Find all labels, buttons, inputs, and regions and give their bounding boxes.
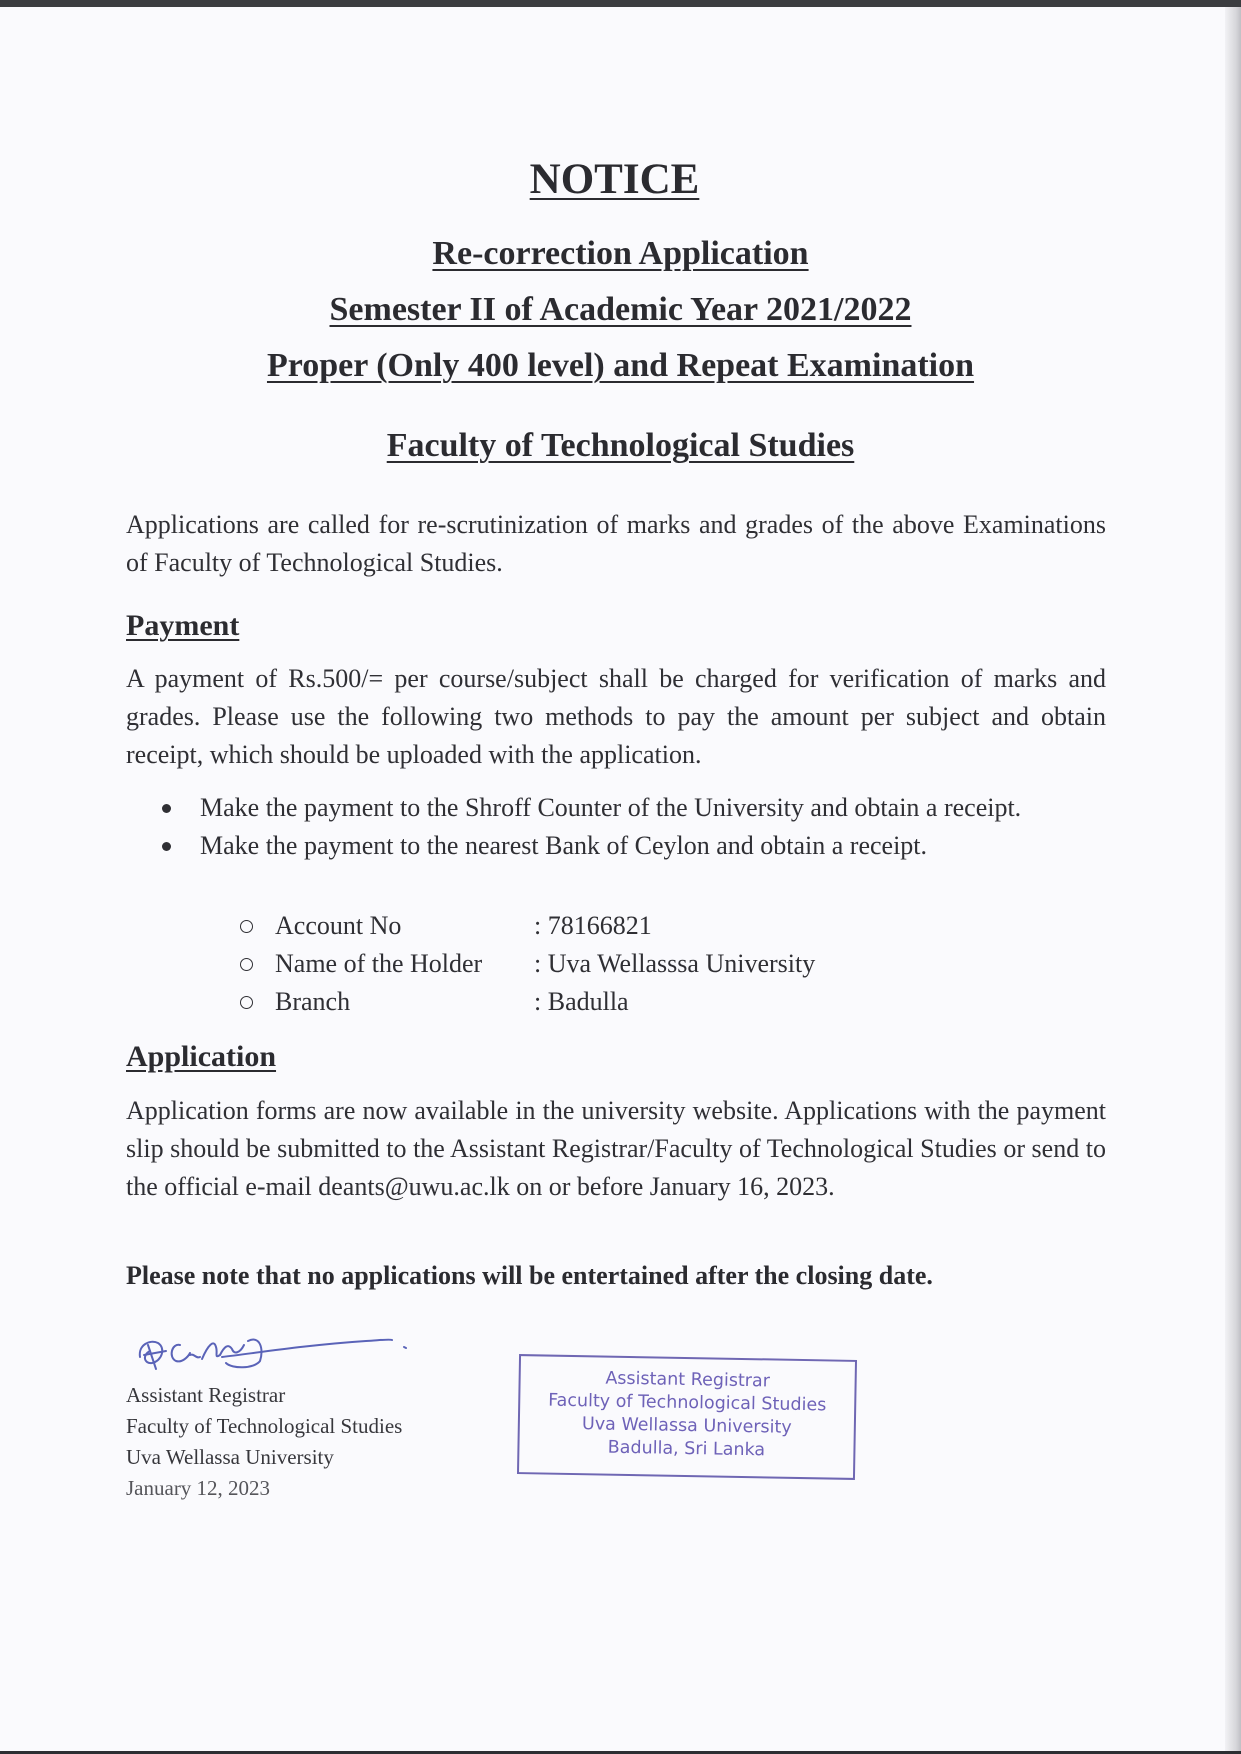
bank-detail-label: Account No <box>275 911 402 940</box>
signatory-university: Uva Wellassa University <box>126 1445 334 1469</box>
payment-method-1: Make the payment to the Shroff Counter of the University and obtain a receipt. <box>200 793 1022 822</box>
list-item <box>160 827 1106 865</box>
bullet-icon <box>162 804 171 813</box>
stamp-line: Faculty of Technological Studies <box>547 1390 827 1416</box>
signature-block <box>126 1380 402 1504</box>
bank-detail-label: Branch <box>275 987 351 1016</box>
payment-heading: Payment <box>126 609 240 642</box>
signature-icon <box>136 1323 426 1383</box>
stamp-line: Badulla, Sri Lanka <box>607 1437 766 1461</box>
hollow-bullet-icon <box>240 920 253 933</box>
hollow-bullet-icon <box>240 996 253 1009</box>
bank-detail-value: : Uva Wellasssa University <box>534 949 816 978</box>
notice-subtitle-line-1: Re-correction Application <box>432 235 809 272</box>
bank-detail-value: : 78166821 <box>534 911 652 940</box>
list-item <box>160 789 1106 827</box>
notice-subtitle-line-2: Semester II of Academic Year 2021/2022 <box>329 291 912 328</box>
hollow-bullet-icon <box>240 958 253 971</box>
official-stamp <box>517 1354 857 1480</box>
bank-detail-value: : Badulla <box>534 987 629 1016</box>
stamp-line: Uva Wellassa University <box>581 1414 792 1438</box>
signature-date: January 12, 2023 <box>126 1476 271 1500</box>
signatory-faculty: Faculty of Technological Studies <box>126 1414 403 1438</box>
stamp-line: Assistant Registrar <box>605 1368 771 1392</box>
bank-detail-label: Name of the Holder <box>275 949 483 978</box>
intro-paragraph: Applications are called for re-scrutinization of marks and grades of the above Examinations of Faculty of Technological Studies. <box>126 510 1106 577</box>
notice-subtitle-line-3: Proper (Only 400 level) and Repeat Examination <box>266 347 975 384</box>
application-paragraph: Application forms are now available in the university website. Applications with the payment slip should be submitted to the Assistant Registrar/Faculty of Technological Studies or send to the official e-mail deants@uwu.ac.lk on or before January 16, 2023. <box>126 1096 1106 1201</box>
closing-date-note: Please note that no applications will be entertained after the closing date. <box>126 1261 933 1290</box>
payment-paragraph: A payment of Rs.500/= per course/subject shall be charged for verification of marks and grades. Please use the following two methods to pay the amount per subject and obtain receipt, which should be uploaded with the application. <box>126 664 1106 769</box>
notice-title: NOTICE <box>529 156 700 203</box>
signatory-title: Assistant Registrar <box>126 1383 286 1407</box>
bullet-icon <box>162 842 171 851</box>
application-heading: Application <box>126 1040 277 1073</box>
payment-methods-list <box>160 789 1106 865</box>
faculty-heading: Faculty of Technological Studies <box>386 427 855 464</box>
payment-method-2: Make the payment to the nearest Bank of Ceylon and obtain a receipt. <box>200 831 928 860</box>
